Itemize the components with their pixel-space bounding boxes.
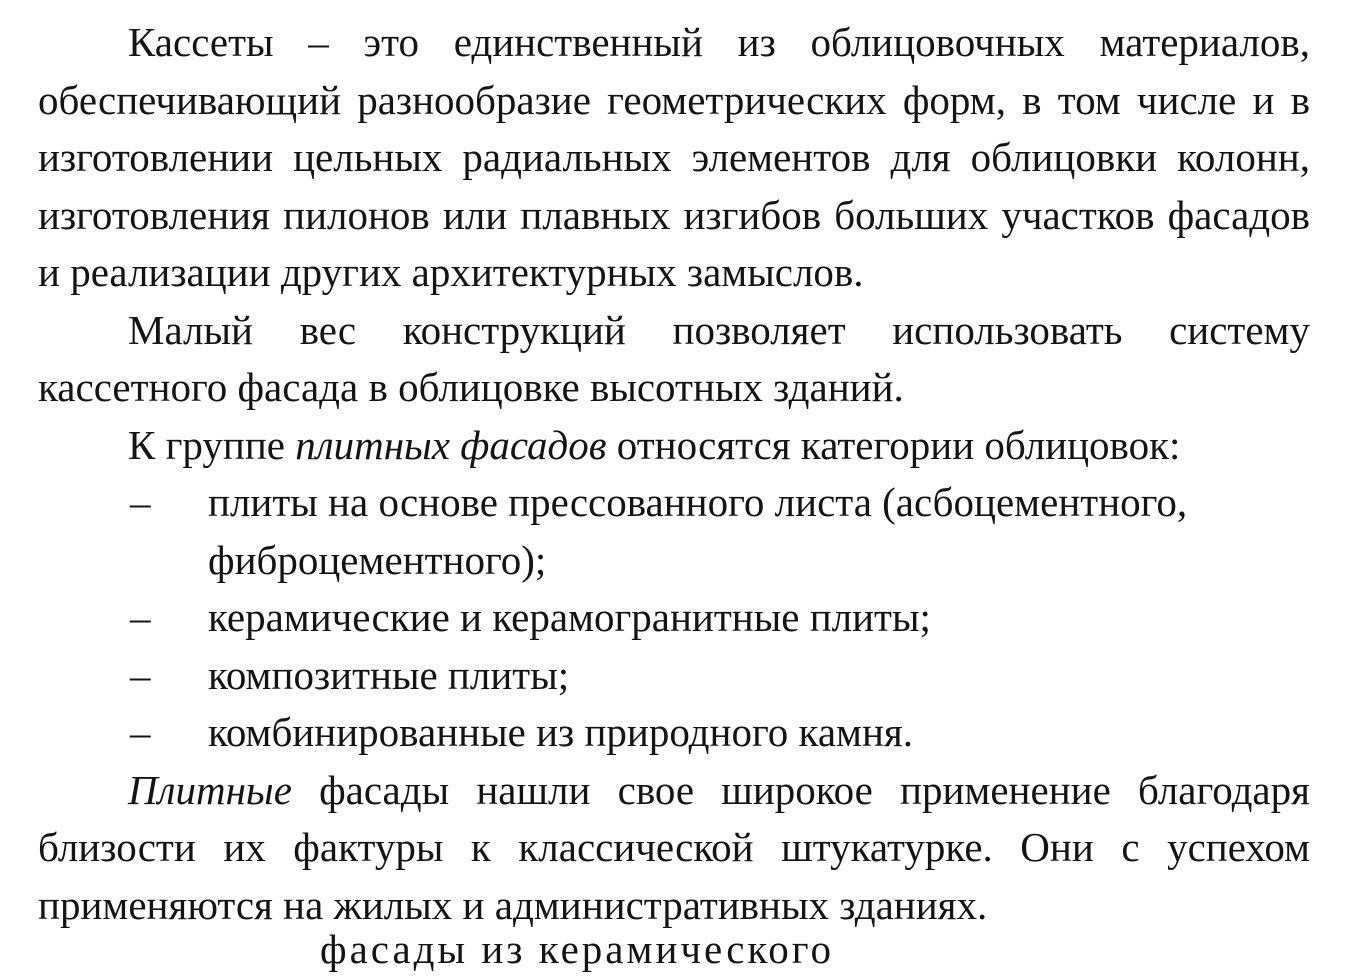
list-dash: –	[130, 709, 151, 755]
cladding-categories-list	[38, 474, 1310, 762]
intro-text-after: относятся категории облицовок:	[606, 421, 1181, 468]
list-item-text: керамические и керамогранитные плиты;	[208, 594, 931, 640]
list-item	[38, 647, 1310, 705]
usage-emphasis: Плитные	[128, 766, 292, 813]
cut-off-line	[320, 926, 1310, 972]
list-dash: –	[130, 594, 151, 640]
paragraph-slab-facades-usage	[38, 762, 1310, 935]
list-item	[38, 704, 1310, 762]
paragraph-slab-facades-intro	[38, 417, 1310, 475]
list-item	[38, 474, 1310, 589]
usage-text: фасады нашли свое широкое применение благодаря близости их фактуры к классической штукатурке. Они с успехом применяются на жилых и административных зданиях.	[38, 766, 1310, 928]
list-item-text: композитные плиты;	[208, 651, 570, 698]
intro-emphasis: плитных фасадов	[295, 421, 607, 468]
list-item	[38, 589, 1310, 647]
list-item-text: плиты на основе прессованного листа (асбоцементного, фиброцементного);	[208, 479, 1188, 583]
paragraph-cassettes: Кассеты – это единственный из облицовочных материалов, обеспечивающий разнообразие геометрических форм, в том числе и в изготовлении цельных радиальных элементов для облицовки колонн, изготовления пилонов или плавных изгибов больших участков фасадов и реализации других архитектурных замыслов.	[38, 19, 1310, 295]
list-dash: –	[130, 479, 151, 525]
cut-off-line-text: фасады из керамического	[320, 926, 835, 972]
document-page	[38, 14, 1310, 934]
paragraph-light-weight: Малый вес конструкций позволяет использовать систему кассетного фасада в облицовке высотных зданий.	[38, 306, 1310, 410]
list-item-text: комбинированные из природного камня.	[208, 709, 914, 755]
intro-text-before: К группе	[128, 421, 296, 468]
list-dash: –	[130, 651, 151, 698]
